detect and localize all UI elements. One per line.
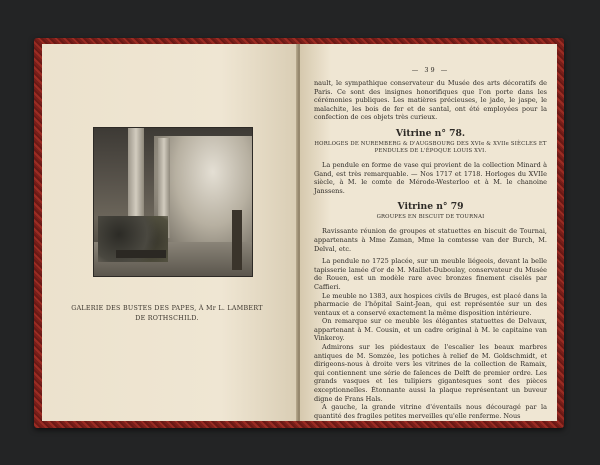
caption-line-2: DE ROTHSCHILD. (135, 315, 199, 322)
caption-line-1: GALERIE DES BUSTES DES PAPES, À Mr L. LAMBERT (71, 305, 263, 312)
vitrine-79-paragraph-3: Le meuble no 1383, aux hospices civils de Bruges, est placé dans la pharmacie de l'hôpital Saint-Jean, qui est représentée sur un des ventaux et a conservé exactement la même disposition intérieure. (314, 291, 547, 317)
right-page (300, 44, 557, 421)
page-number: — 39 — (411, 66, 450, 74)
vitrine-79-paragraph-6: A gauche, la grande vitrine d'éventails nous découragé par la quantité des fragiles petites merveilles qu'elle renferme. Nous (314, 403, 547, 420)
photo-caption (62, 304, 272, 324)
vitrine-79-paragraph-4: On remarque sur ce meuble les élégantes statuettes de Delvaux, appartenant à M. Cousin, et un cadre original à M. le capitaine van Vinkeroy. (314, 317, 547, 343)
photo-rack (232, 210, 242, 270)
vitrine-78-subtitle: HORLOGES DE NUREMBERG & D'AUGSBOURG DES XVIe & XVIIe SIÈCLES ET PENDULES DE L'ÉPOQUE LOUIS XVI. (314, 140, 547, 154)
vitrine-79-paragraph-2: La pendule no 1725 placée, sur un meuble liégeois, devant la belle tapisserie lamée d'or de M. Maillet-Duboulay, conservateur du Musée de Rouen, est un modèle rare avec bronzes finement ciselés par Caffieri. (314, 257, 547, 291)
vitrine-79-paragraph-5: Admirons sur les piédestaux de l'escalier les beaux marbres antiques de M. Somzée, les potiches à relief de M. Goldschmidt, et dirigeons-nous à droite vers les vitrines de la collection de Ramaix, qui contiennent une série de faïences de Delft de premier ordre. Les grands vasques et les tulipiers gigantesques sont des pièces exceptionnelles. Étonnante aussi la plaque représentant un buveur digne de Frans Hals. (314, 343, 547, 403)
vitrine-79-subtitle: GROUPES EN BISCUIT DE TOURNAI (376, 214, 485, 221)
photo-bench (116, 250, 166, 258)
intro-paragraph: nault, le sympathique conservateur du Musée des arts décoratifs de Paris. Ce sont des insignes honorifiques que l'on porte dans les cérémonies publiques. Les matières précieuses, le jade, le jaspe, le malachite, les bois de fer et de santal, ont été employées pour la confection de ces objets très curieux. (314, 79, 547, 122)
vitrine-79-paragraph-1: Ravissante réunion de groupes et statuettes en biscuit de Tournai, appartenants à Mme Zaman, Mme la comtesse van der Burch, M. Delval, etc. (314, 227, 547, 253)
gallery-photograph (94, 128, 252, 276)
vitrine-78-text: La pendule en forme de vase qui provient de la collection Minard à Gand, est très remarquable. — Nos 1717 et 1718. Horloges du XVIIe siècle, à M. le comte de Mérode-Westerloo et à M. le chanoine Janssens. (314, 160, 547, 195)
vitrine-79-heading: Vitrine n° 79 (397, 201, 464, 213)
vitrine-78-heading: Vitrine n° 78. (395, 127, 466, 139)
